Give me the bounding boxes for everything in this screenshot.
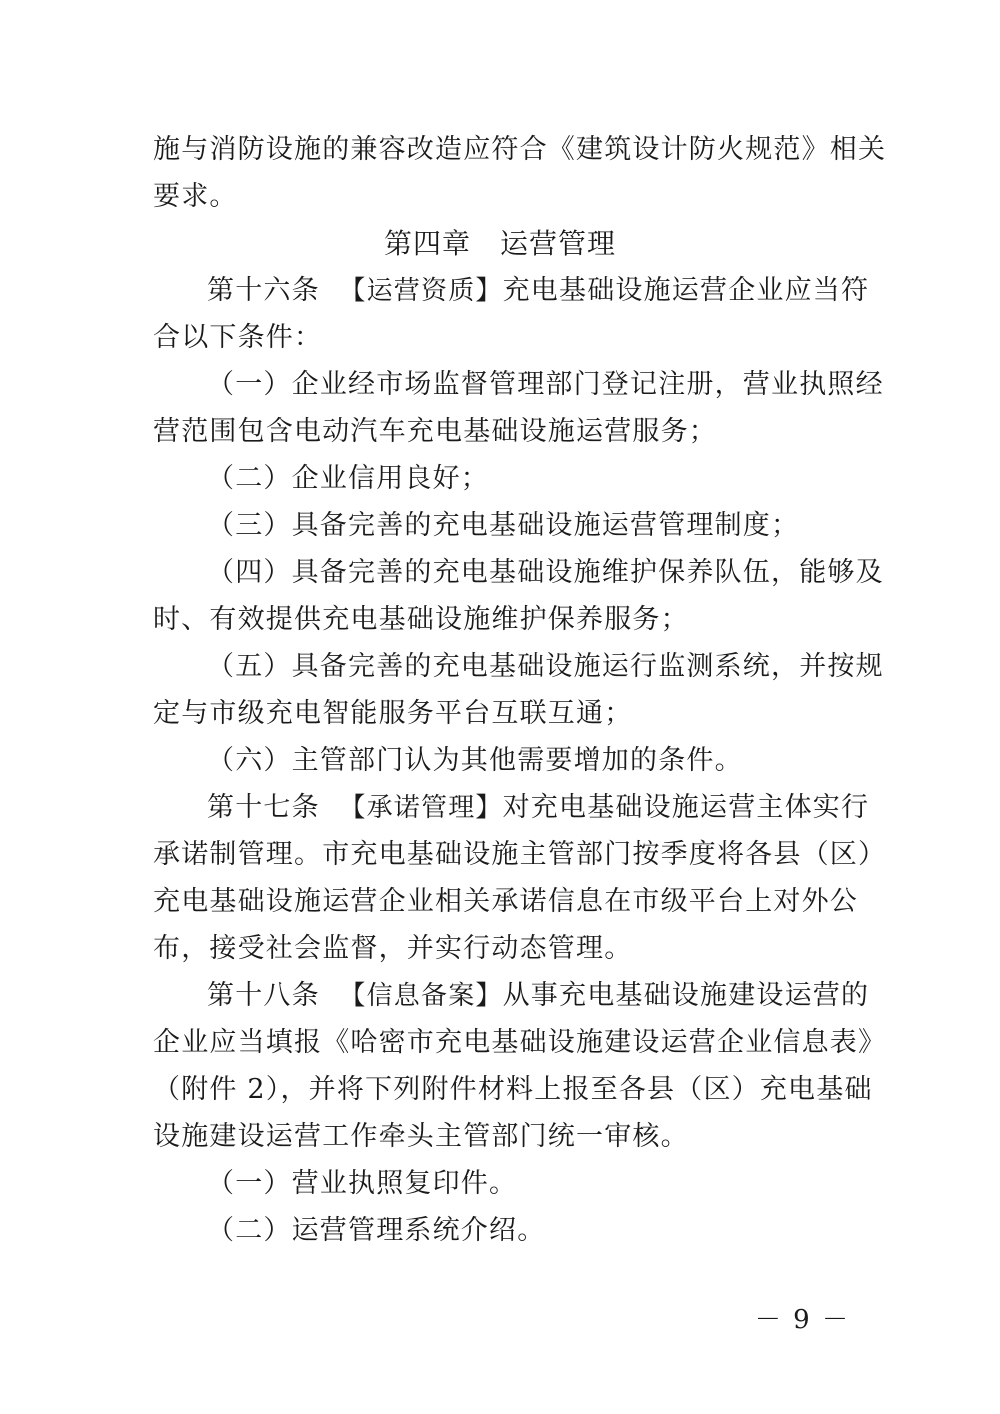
article-text: 对充电基础设施运营主体实行: [502, 792, 870, 823]
list-item-line: 营范围包含电动汽车充电基础设施运营服务；: [153, 416, 717, 447]
article-title: 【承诺管理】: [339, 793, 503, 823]
list-item-line: （二）企业信用良好；: [207, 463, 489, 494]
paragraph-line: 合以下条件：: [153, 322, 323, 353]
paragraph-line: 企业应当填报《哈密市充电基础设施建设运营企业信息表》: [153, 1027, 887, 1058]
list-item-line: （一）营业执照复印件。: [207, 1168, 518, 1199]
article-title: 【运营资质】: [339, 276, 503, 306]
paragraph-line: 布，接受社会监督，并实行动态管理。: [153, 933, 633, 964]
paragraph-line: （附件 2），并将下列附件材料上报至各县（区）充电基础: [153, 1074, 873, 1105]
list-item-line: （二）运营管理系统介绍。: [207, 1215, 546, 1246]
article-label: 第十八条: [207, 980, 320, 1011]
paragraph-line: 设施建设运营工作牵头主管部门统一审核。: [153, 1121, 689, 1152]
paragraph-line: 施与消防设施的兼容改造应符合《建筑设计防火规范》相关: [153, 134, 887, 165]
list-item-line: （一）企业经市场监督管理部门登记注册，营业执照经: [207, 369, 884, 400]
list-item-line: 定与市级充电智能服务平台互联互通；: [153, 698, 633, 729]
list-item-line: （六）主管部门认为其他需要增加的条件。: [207, 745, 743, 776]
list-item-line: （四）具备完善的充电基础设施维护保养队伍，能够及: [207, 557, 884, 588]
article-label: 第十六条: [207, 275, 320, 306]
article-18-first-line: [207, 974, 870, 1018]
article-17-first-line: [207, 786, 870, 830]
paragraph-line: 要求。: [153, 181, 238, 212]
paragraph-line: 承诺制管理。市充电基础设施主管部门按季度将各县（区）: [153, 839, 887, 870]
article-label: 第十七条: [207, 792, 320, 823]
list-item-line: （三）具备完善的充电基础设施运营管理制度；: [207, 510, 800, 541]
article-text: 充电基础设施运营企业应当符: [502, 275, 870, 306]
list-item-line: 时、有效提供充电基础设施维护保养服务；: [153, 604, 689, 635]
paragraph-line: 充电基础设施运营企业相关承诺信息在市级平台上对外公: [153, 886, 858, 917]
article-text: 从事充电基础设施建设运营的: [502, 980, 870, 1011]
article-16-first-line: [207, 269, 870, 313]
list-item-line: （五）具备完善的充电基础设施运行监测系统，并按规: [207, 651, 884, 682]
page-number: － 9 －: [754, 1305, 850, 1335]
chapter-title: 第四章 运营管理: [383, 227, 616, 260]
article-title: 【信息备案】: [339, 981, 503, 1011]
